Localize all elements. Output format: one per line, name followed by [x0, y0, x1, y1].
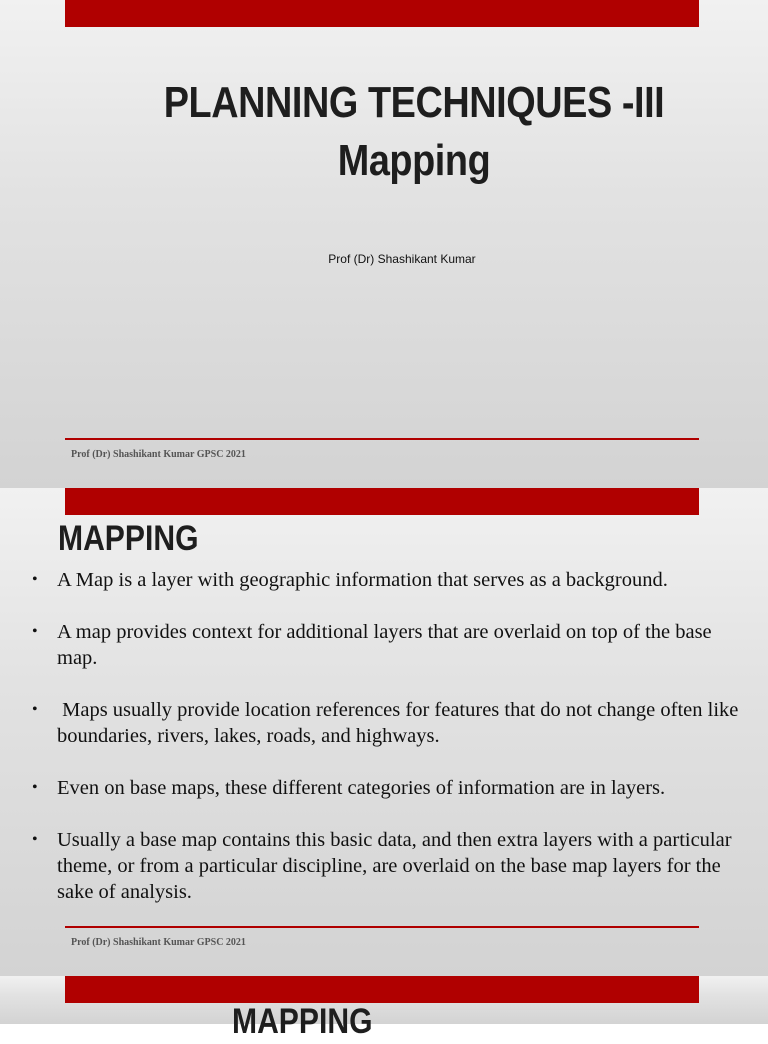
title-line-1: PLANNING TECHNIQUES -III [163, 78, 665, 127]
title-line-2: Mapping [337, 136, 491, 185]
bullet-text: A Map is a layer with geographic information that serves as a background. [57, 569, 668, 591]
slide-footer: Prof (Dr) Shashikant Kumar GPSC 2021 [71, 449, 246, 460]
bullet-dot-icon: • [32, 623, 38, 640]
slide-title [0, 0, 768, 488]
slide-mapping-next [0, 976, 768, 1024]
bullet-dot-icon: • [32, 571, 38, 588]
bullet-item [32, 697, 744, 749]
footer-divider [65, 438, 699, 440]
slide-footer: Prof (Dr) Shashikant Kumar GPSC 2021 [71, 937, 246, 948]
slide-top-bar [65, 488, 699, 515]
slide-heading: MAPPING [232, 1002, 373, 1041]
bullet-list [32, 567, 744, 931]
author-subtitle: Prof (Dr) Shashikant Kumar [328, 252, 476, 266]
bullet-item [32, 567, 744, 593]
bullet-item [32, 827, 744, 905]
bullet-item [32, 619, 744, 671]
slide-top-bar [65, 0, 699, 27]
bullet-text: Usually a base map contains this basic data, and then extra layers with a particular theme, or from a particular discipline, are overlaid on the base map layers for the sake of analysis. [57, 829, 732, 903]
slide-top-bar [65, 976, 699, 1003]
slide-title-heading [110, 74, 719, 190]
bullet-item [32, 775, 744, 801]
slide-heading: MAPPING [58, 519, 199, 558]
bullet-text: Maps usually provide location references for features that do not change often like boundaries, rivers, lakes, roads, and highways. [57, 699, 744, 747]
bullet-dot-icon: • [32, 701, 38, 718]
bullet-dot-icon: • [32, 779, 38, 796]
bullet-text: Even on base maps, these different categories of information are in layers. [57, 777, 666, 799]
bullet-text: A map provides context for additional layers that are overlaid on top of the base map. [57, 621, 712, 669]
bullet-dot-icon: • [32, 831, 38, 848]
